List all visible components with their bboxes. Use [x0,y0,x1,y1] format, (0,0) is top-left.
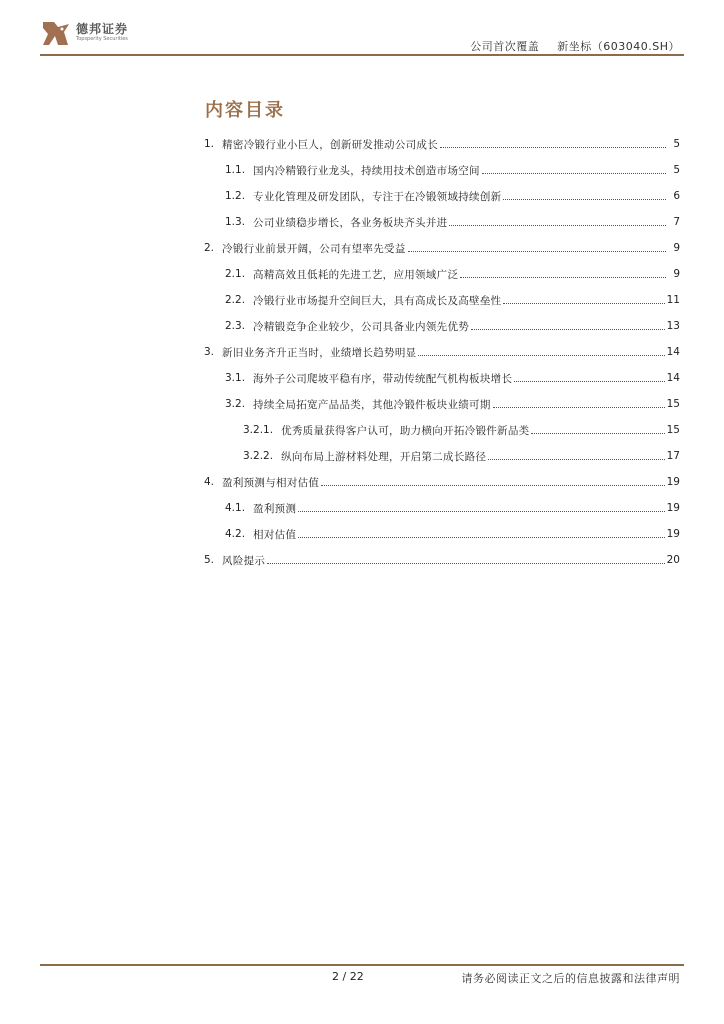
toc-entry-page: 15 [666,398,680,410]
page-header [40,14,684,58]
disclaimer-text: 请务必阅读正文之后的信息披露和法律声明 [461,972,680,985]
toc-entry-number: 2.3. [225,320,246,332]
toc-entry-text: 高精高效且低耗的先进工艺，应用领域广泛 [253,268,459,281]
toc-leader-dots [471,329,665,330]
footer-divider [40,964,684,966]
toc-entry-page: 11 [666,294,680,306]
table-of-contents [204,131,680,573]
toc-entry[interactable] [204,521,680,547]
toc-entry[interactable] [204,339,680,365]
toc-entry-number: 4. [204,476,215,488]
toc-leader-dots [503,199,666,200]
toc-entry-page: 9 [673,242,680,254]
toc-leader-dots [298,537,664,538]
toc-entry-page: 19 [666,528,680,540]
toc-entry-text: 国内冷精锻行业龙头，持续用技术创造市场空间 [253,164,480,177]
toc-entry-text: 盈利预测 [253,502,297,515]
toc-entry-text: 优秀质量获得客户认可，助力横向开拓冷锻件新品类 [281,424,530,437]
toc-entry[interactable] [204,183,680,209]
toc-leader-dots [482,173,666,174]
toc-entry-page: 14 [666,372,680,384]
toc-entry-text: 专业化管理及研发团队，专注于在冷锻领域持续创新 [253,190,502,203]
toc-entry-page: 5 [673,138,680,150]
toc-entry-page: 19 [666,476,680,488]
toc-entry[interactable] [204,157,680,183]
company-logo [40,14,150,50]
toc-entry[interactable] [204,443,680,469]
toc-entry-text: 冷锻行业市场提升空间巨大，具有高成长及高壁垒性 [253,294,502,307]
toc-entry-number: 4.2. [225,528,246,540]
toc-entry-page: 6 [673,190,680,202]
toc-leader-dots [418,355,664,356]
toc-entry-number: 5. [204,554,215,566]
toc-entry[interactable] [204,365,680,391]
header-divider [40,54,684,56]
toc-entry[interactable] [204,417,680,443]
toc-entry-page: 5 [673,164,680,176]
toc-entry-number: 2. [204,242,215,254]
toc-entry-number: 2.1. [225,268,246,280]
toc-entry[interactable] [204,391,680,417]
toc-entry-number: 1.2. [225,190,246,202]
company-ticker: 新坐标（603040.SH） [557,40,680,53]
page-number: 2 / 22 [332,970,364,983]
toc-entry-text: 盈利预测与相对估值 [222,476,320,489]
toc-entry[interactable] [204,313,680,339]
report-type: 公司首次覆盖 [470,40,540,53]
toc-leader-dots [460,277,666,278]
toc-entry-page: 19 [666,502,680,514]
toc-entry-page: 13 [666,320,680,332]
toc-title: 内容目录 [205,100,285,121]
toc-entry-page: 15 [666,424,680,436]
toc-leader-dots [267,563,664,564]
toc-entry-text: 风险提示 [222,554,266,567]
toc-entry-number: 1.3. [225,216,246,228]
toc-entry[interactable] [204,209,680,235]
toc-entry-page: 14 [666,346,680,358]
toc-leader-dots [493,407,665,408]
toc-entry-page: 7 [673,216,680,228]
logo-mark-icon [40,18,72,48]
toc-entry-number: 1.1. [225,164,246,176]
toc-entry-text: 精密冷锻行业小巨人，创新研发推动公司成长 [222,138,439,151]
toc-entry-number: 3. [204,346,215,358]
toc-entry[interactable] [204,547,680,573]
toc-entry-text: 公司业绩稳步增长，各业务板块齐头并进 [253,216,448,229]
toc-leader-dots [488,459,664,460]
toc-entry-page: 17 [666,450,680,462]
toc-entry-text: 海外子公司爬坡平稳有序，带动传统配气机构板块增长 [253,372,513,385]
toc-entry[interactable] [204,287,680,313]
toc-entry-number: 3.2. [225,398,246,410]
toc-entry-number: 3.2.2. [243,450,274,462]
logo-en-text: Topsperity Securities [76,36,128,42]
toc-entry-text: 冷锻行业前景开阔，公司有望率先受益 [222,242,406,255]
toc-entry[interactable] [204,235,680,261]
report-meta [470,38,680,54]
toc-entry-number: 3.1. [225,372,246,384]
toc-leader-dots [321,485,664,486]
toc-leader-dots [449,225,666,226]
toc-entry-number: 3.2.1. [243,424,274,436]
toc-entry-text: 新旧业务齐升正当时，业绩增长趋势明显 [222,346,417,359]
toc-entry-number: 2.2. [225,294,246,306]
toc-leader-dots [408,251,666,252]
toc-entry-number: 4.1. [225,502,246,514]
logo-cn-text: 德邦证券 [76,22,129,36]
toc-entry-page: 9 [673,268,680,280]
toc-leader-dots [531,433,664,434]
toc-leader-dots [503,303,664,304]
toc-leader-dots [514,381,664,382]
toc-entry-text: 相对估值 [253,528,297,541]
toc-leader-dots [440,147,666,148]
toc-entry[interactable] [204,469,680,495]
toc-entry[interactable] [204,495,680,521]
toc-entry-text: 纵向布局上游材料处理，开启第二成长路径 [281,450,487,463]
toc-leader-dots [298,511,664,512]
toc-entry-page: 20 [666,554,680,566]
toc-entry[interactable] [204,131,680,157]
toc-entry-text: 持续全局拓宽产品品类，其他冷锻件板块业绩可期 [253,398,491,411]
toc-entry-text: 冷精锻竞争企业较少，公司具备业内领先优势 [253,320,470,333]
toc-entry-number: 1. [204,138,215,150]
toc-entry[interactable] [204,261,680,287]
